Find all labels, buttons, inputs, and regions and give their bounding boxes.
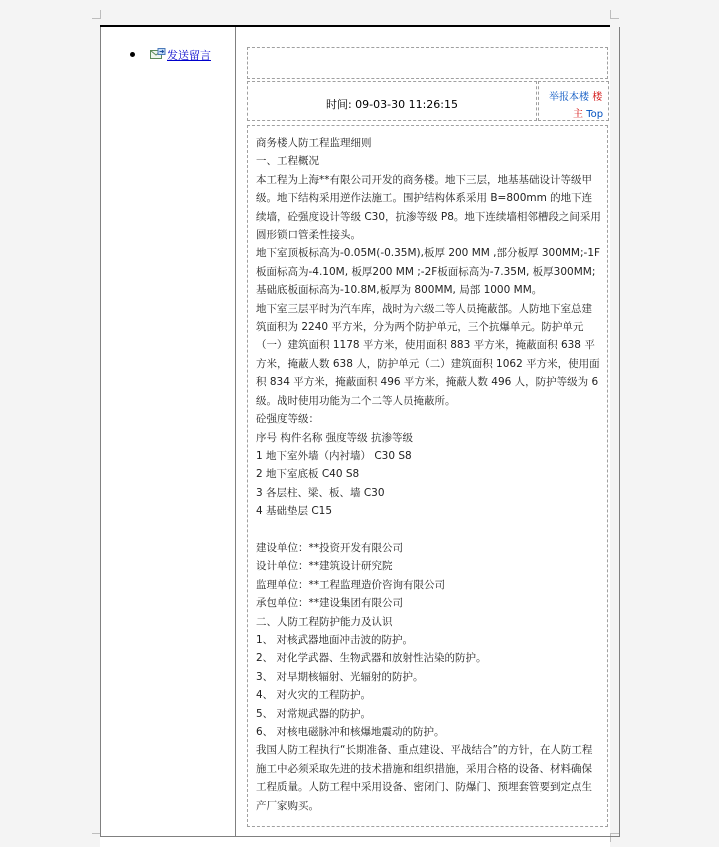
page-corner-mark xyxy=(92,10,101,19)
body-line: 2 地下室底板 C40 S8 xyxy=(256,468,360,481)
body-line: 设计单位：**建筑设计研究院 xyxy=(256,560,393,573)
floor-label: 楼 xyxy=(592,92,603,103)
sidebar-list xyxy=(130,47,211,65)
send-message-link[interactable]: 发送留言 xyxy=(167,49,211,62)
post-time: 时间: 09-03-30 11:26:15 xyxy=(325,98,459,111)
body-line: 5、 对常规武器的防护。 xyxy=(256,707,372,720)
body-line: 3 各层柱、梁、板、墙 C30 xyxy=(256,486,385,499)
body-line: 本工程为上海**有限公司开发的商务楼。地下三层，地基基础设计等级甲级。地下结构采用逆作法施工。围护结构体系采用 B=800mm 的地下连续墙，砼强度设计等级 C30，抗渗等级 P8。地下连续墙相邻槽段之间采用圆形锁口管柔性接头。 xyxy=(256,173,601,242)
body-line: 砼强度等级： xyxy=(256,413,319,426)
post-actions-row-2 xyxy=(573,105,603,120)
post-meta-cell xyxy=(247,81,537,121)
body-line: 二、人防工程防护能力及认识 xyxy=(256,615,393,628)
body-line xyxy=(256,521,602,539)
body-line: 建设单位：**投资开发有限公司 xyxy=(256,541,403,554)
post-actions-cell xyxy=(538,81,609,121)
body-line: 3、 对早期核辐射、光辐射的防护。 xyxy=(256,670,424,683)
bullet-icon xyxy=(130,52,135,57)
envelope-icon[interactable] xyxy=(150,48,166,65)
page-corner-mark xyxy=(610,10,619,19)
body-line: 监理单位：**工程监理造价咨询有限公司 xyxy=(256,578,445,591)
body-line: 序号 构件名称 强度等级 抗渗等级 xyxy=(256,431,414,444)
document-page xyxy=(100,25,610,847)
body-line: 承包单位：**建设集团有限公司 xyxy=(256,597,403,610)
body-line: 一、工程概况 xyxy=(256,155,319,168)
sidebar-item-send-message xyxy=(130,47,211,65)
body-line: 1 地下室外墙（内衬墙） C30 S8 xyxy=(256,449,412,462)
body-line: 6、 对核电磁脉冲和核爆地震动的防护。 xyxy=(256,725,445,738)
report-link[interactable]: 举报本楼 xyxy=(549,92,589,103)
body-line: 4 基础垫层 C15 xyxy=(256,505,333,518)
post-body-cell xyxy=(247,125,608,827)
body-line: 2、 对化学武器、生物武器和放射性沾染的防护。 xyxy=(256,652,487,665)
body-line: 商务楼人防工程监理细则 xyxy=(256,137,372,149)
post-body xyxy=(256,134,602,815)
top-link[interactable]: Top xyxy=(586,109,604,120)
floor-owner-label: 主 xyxy=(573,109,583,120)
body-line: 地下室顶板标高为-0.05M(-0.35M),板厚 200 MM ,部分板厚 300MM;-1F 板面标高为-4.10M, 板厚200 MM ;-2F板面标高为-7.35M, 板厚300MM;基础底板面标高为-10.8M,板厚为 800MM, 局部 1000 MM。 xyxy=(256,247,601,297)
post-actions-row-1 xyxy=(549,88,602,103)
body-line: 4、 对火灾的工程防护。 xyxy=(256,689,372,702)
body-line: 我国人防工程执行“长期准备、重点建设、平战结合”的方针，在人防工程施工中必须采取先进的技术措施和组织措施，采用合格的设备、材料确保工程质量。人防工程中采用设备、密闭门、防爆门、预埋套管要到定点生产厂家购买。 xyxy=(256,744,593,812)
body-line: 1、 对核武器地面冲击波的防护。 xyxy=(256,633,414,646)
post-header-cell xyxy=(247,47,608,79)
column-divider xyxy=(235,27,236,837)
body-line: 地下室三层平时为汽车库，战时为六级二等人员掩蔽部。人防地下室总建筑面积为 2240 平方米，分为两个防护单元，三个抗爆单元。防护单元（一）建筑面积 1178 平方米，使用面积 883 平方米，掩蔽面积 638 平方米，掩蔽人数 638 人，防护单元（二）建筑面积 1062 平方米，使用面积 834 平方米，掩蔽面积 496 平方米，掩蔽人数 496 人，防护等级为 6 级。战时使用功能为二个二等人员掩蔽所。 xyxy=(256,302,600,407)
